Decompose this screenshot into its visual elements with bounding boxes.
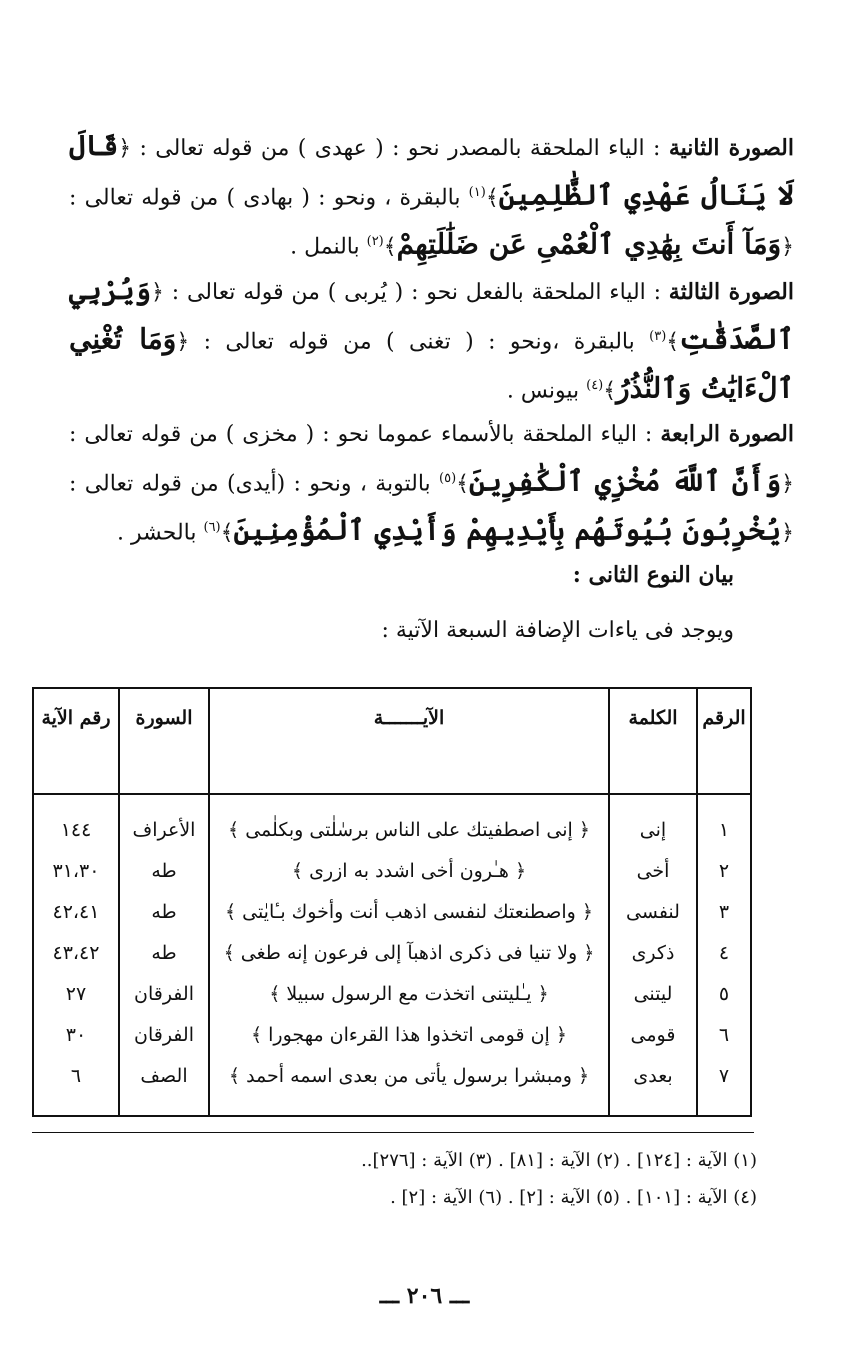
cell-ayah-text: ﴿ هـٰرون أخى اشدد به ازرى ﴾ — [209, 850, 609, 891]
header-ayah-number: رقم الآية — [33, 688, 119, 794]
cell-ayah-number: ٦ — [33, 1055, 119, 1096]
empty-cell — [609, 1096, 697, 1116]
paragraph-text: بالبقرة ، ونحو : ( بهادى ) من قوله تعالى : — [69, 185, 469, 211]
cell-sura: طه — [119, 850, 209, 891]
cell-word: إنى — [609, 794, 697, 850]
footnote-ref: (١) — [468, 185, 486, 200]
table-bottom-row — [33, 1096, 751, 1116]
cell-number: ٣ — [697, 891, 751, 932]
verse-bracket: ﴿ — [176, 329, 190, 355]
footnote-line-2: (٤) الآية : [١٠١] . (٥) الآية : [٢] . (٦) الآية : [٢] . — [390, 1187, 757, 1208]
paragraph-text: : الياء الملحقة بالفعل نحو : ( يُربى ) من قوله تعالى : — [163, 280, 669, 305]
paragraph-fourth-form — [69, 412, 794, 556]
cell-number: ٥ — [697, 973, 751, 1014]
cell-ayah-text: ﴿ إن قومى اتخذوا هذا القرءان مهجورا ﴾ — [209, 1014, 609, 1055]
cell-sura: الأعراف — [119, 794, 209, 850]
cell-ayah-text: ﴿ يـٰليتنى اتخذت مع الرسول سبيلا ﴾ — [209, 973, 609, 1014]
footnote-ref: (٣) — [649, 329, 667, 344]
quran-verse: يُخْرِبُونَ بُيُوتَهُم بِأَيْدِيهِمْ وَأَيْدِي ٱلْمُؤْمِنِينَ — [233, 513, 782, 547]
cell-sura: الفرقان — [119, 973, 209, 1014]
footnote-separator — [32, 1132, 754, 1133]
paragraph-text: بيونس . — [506, 378, 587, 404]
verse-bracket: ﴾ — [456, 471, 470, 497]
empty-cell — [209, 1096, 609, 1116]
verse-bracket: ﴾ — [220, 520, 234, 546]
cell-number: ١ — [697, 794, 751, 850]
cell-sura: الصف — [119, 1055, 209, 1096]
cell-sura: طه — [119, 932, 209, 973]
verse-bracket: ﴾ — [666, 329, 680, 355]
cell-ayah-text: ﴿ واصطنعتك لنفسى اذهب أنت وأخوك بـٔايٰتى ﴾ — [209, 891, 609, 932]
quran-verse: وَمَا تُغْنِي ٱلْءَايَٰتُ وَٱلنُّذُرُ — [69, 322, 794, 405]
quran-verse: قَالَ لَا يَنَالُ عَهْدِي ٱلظَّٰلِمِينَ — [69, 129, 794, 212]
cell-sura: الفرقان — [119, 1014, 209, 1055]
quran-verse: وَمَآ أَنتَ بِهَٰدِي ٱلْعُمْىِ عَن ضَلَٰلَتِهِمْ — [396, 227, 782, 261]
cell-word: بعدى — [609, 1055, 697, 1096]
paragraph-text: بالبقرة ،ونحو : ( تغنى ) من قوله تعالى : — [189, 329, 650, 355]
footnote-line-1: (١) الآية : [١٢٤] . (٢) الآية : [٨١] . (٣) الآية : [٢٧٦].. — [361, 1150, 757, 1171]
cell-word: لنفسى — [609, 891, 697, 932]
cell-word: ليتنى — [609, 973, 697, 1014]
footnote-ref: (٦) — [203, 520, 221, 536]
table-row — [33, 932, 751, 973]
cell-ayah-number: ١٤٤ — [33, 794, 119, 850]
quran-verse: وَيُرْبِي ٱلصَّدَقَٰتِ — [69, 273, 794, 356]
footnote-ref: (٥) — [439, 471, 457, 486]
cell-number: ٦ — [697, 1014, 751, 1055]
table-row — [33, 973, 751, 1014]
header-word: الكلمة — [609, 688, 697, 794]
paragraph-label: الصورة الثالثة — [668, 279, 794, 305]
section-heading: بيان النوع الثانى : — [572, 562, 734, 588]
page-number: ـــ ٢٠٦ ـــ — [379, 1283, 470, 1309]
cell-word: قومى — [609, 1014, 697, 1055]
cell-number: ٤ — [697, 932, 751, 973]
cell-ayah-number: ٣٠ — [33, 1014, 119, 1055]
paragraph-third-form — [69, 268, 794, 414]
table-row — [33, 1014, 751, 1055]
empty-cell — [33, 1096, 119, 1116]
possessive-ya-table — [32, 687, 752, 1117]
table-row — [33, 891, 751, 932]
cell-number: ٧ — [697, 1055, 751, 1096]
footnote-ref: (٤) — [586, 378, 604, 394]
paragraph-text: بالنمل . — [290, 234, 367, 260]
verse-bracket: ﴾ — [485, 185, 499, 211]
paragraph-text: بالحشر . — [117, 520, 204, 546]
paragraph-second-form — [69, 124, 794, 270]
cell-ayah-text: ﴿ ومبشرا برسول يأتى من بعدى اسمه أحمد ﴾ — [209, 1055, 609, 1096]
table-row — [33, 850, 751, 891]
paragraph-text: بالتوبة ، ونحو : (أيدى) من قوله تعالى : — [69, 471, 439, 497]
cell-ayah-text: ﴿ إنى اصطفيتك على الناس برسٰلٰتى وبكلٰمى ﴾ — [209, 794, 609, 850]
cell-ayah-number: ٢٧ — [33, 973, 119, 1014]
verse-bracket: ﴾ — [383, 234, 397, 260]
verse-bracket: ﴿ — [151, 280, 164, 305]
header-number: الرقم — [697, 688, 751, 794]
verse-bracket: ﴿ — [781, 234, 794, 260]
cell-ayah-number: ٣١،٣٠ — [33, 850, 119, 891]
section-intro: ويوجد فى ياءات الإضافة السبعة الآتية : — [381, 618, 734, 643]
verse-bracket: ﴿ — [781, 520, 794, 546]
paragraph-text: : الياء الملحقة بالأسماء عموما نحو : ( مخزى ) من قوله تعالى : — [69, 422, 661, 447]
cell-word: أخى — [609, 850, 697, 891]
cell-word: ذكرى — [609, 932, 697, 973]
verse-bracket: ﴿ — [118, 136, 132, 161]
quran-verse: وَأَنَّ ٱللَّهَ مُخْزِي ٱلْكَٰفِرِينَ — [469, 464, 782, 498]
paragraph-label: الصورة الثانية — [668, 135, 794, 161]
table-row — [33, 794, 751, 850]
verse-bracket: ﴾ — [603, 378, 617, 404]
cell-ayah-text: ﴿ ولا تنيا فى ذكرى اذهبآ إلى فرعون إنه طغى ﴾ — [209, 932, 609, 973]
paragraph-label: الصورة الرابعة — [660, 421, 795, 447]
empty-cell — [697, 1096, 751, 1116]
header-sura: السورة — [119, 688, 209, 794]
footnote-ref: (٢) — [366, 234, 384, 250]
table-row — [33, 1055, 751, 1096]
cell-number: ٢ — [697, 850, 751, 891]
cell-ayah-number: ٤٢،٤١ — [33, 891, 119, 932]
header-ayah: الآيـــــــة — [209, 688, 609, 794]
table-header-row — [33, 688, 751, 794]
cell-sura: طه — [119, 891, 209, 932]
paragraph-text: : الياء الملحقة بالمصدر نحو : ( عهدى ) من قوله تعالى : — [131, 136, 669, 161]
verse-bracket: ﴿ — [781, 471, 795, 497]
empty-cell — [119, 1096, 209, 1116]
cell-ayah-number: ٤٣،٤٢ — [33, 932, 119, 973]
